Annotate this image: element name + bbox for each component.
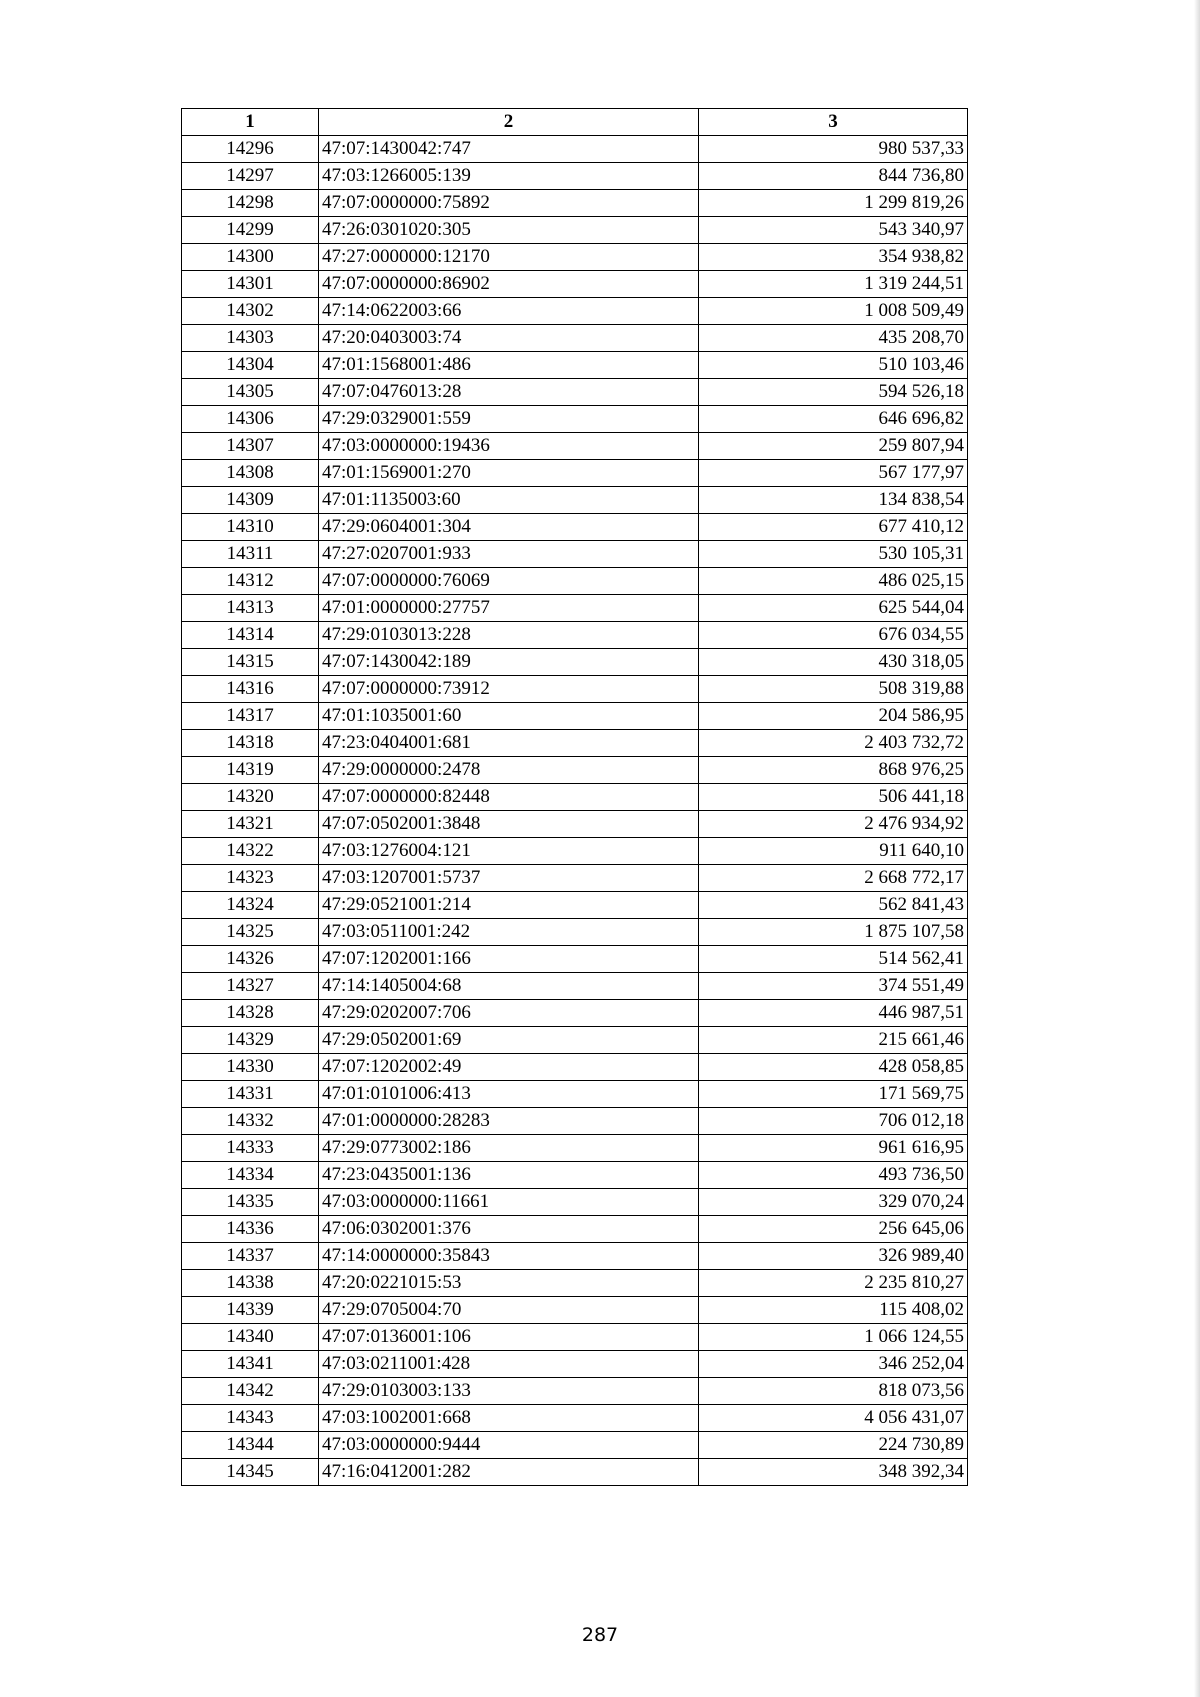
value-cell: 115 408,02 (699, 1297, 968, 1324)
row-number-cell: 14343 (182, 1405, 319, 1432)
value-cell: 224 730,89 (699, 1432, 968, 1459)
cadastral-number-cell: 47:27:0000000:12170 (319, 244, 699, 271)
table-row (182, 1243, 968, 1270)
cadastral-number-cell: 47:23:0404001:681 (319, 730, 699, 757)
row-number-cell: 14313 (182, 595, 319, 622)
table-row (182, 163, 968, 190)
row-number-cell: 14316 (182, 676, 319, 703)
row-number-cell: 14326 (182, 946, 319, 973)
value-cell: 348 392,34 (699, 1459, 968, 1486)
row-number-cell: 14320 (182, 784, 319, 811)
value-cell: 374 551,49 (699, 973, 968, 1000)
cadastral-number-cell: 47:29:0521001:214 (319, 892, 699, 919)
table-row (182, 1189, 968, 1216)
row-number-cell: 14336 (182, 1216, 319, 1243)
value-cell: 346 252,04 (699, 1351, 968, 1378)
value-cell: 1 299 819,26 (699, 190, 968, 217)
row-number-cell: 14334 (182, 1162, 319, 1189)
table-row (182, 757, 968, 784)
cadastral-number-cell: 47:07:1430042:189 (319, 649, 699, 676)
table-row (182, 244, 968, 271)
value-cell: 567 177,97 (699, 460, 968, 487)
row-number-cell: 14337 (182, 1243, 319, 1270)
table-row (182, 946, 968, 973)
cadastral-number-cell: 47:07:0000000:76069 (319, 568, 699, 595)
value-cell: 171 569,75 (699, 1081, 968, 1108)
table-row (182, 811, 968, 838)
value-cell: 508 319,88 (699, 676, 968, 703)
cadastral-number-cell: 47:29:0103013:228 (319, 622, 699, 649)
table-row (182, 1081, 968, 1108)
table-row (182, 217, 968, 244)
value-cell: 2 403 732,72 (699, 730, 968, 757)
table-row (182, 433, 968, 460)
table-row (182, 703, 968, 730)
page-edge-shadow (1194, 0, 1200, 1697)
table-row (182, 487, 968, 514)
table-row (182, 1297, 968, 1324)
cadastral-number-cell: 47:03:1207001:5737 (319, 865, 699, 892)
table-row (182, 1405, 968, 1432)
table-row (182, 325, 968, 352)
row-number-cell: 14312 (182, 568, 319, 595)
row-number-cell: 14345 (182, 1459, 319, 1486)
table-row (182, 1351, 968, 1378)
value-cell: 676 034,55 (699, 622, 968, 649)
table-row (182, 298, 968, 325)
table-row (182, 1216, 968, 1243)
cadastral-number-cell: 47:01:0000000:28283 (319, 1108, 699, 1135)
table-row (182, 1000, 968, 1027)
table-row (182, 514, 968, 541)
row-number-cell: 14344 (182, 1432, 319, 1459)
row-number-cell: 14322 (182, 838, 319, 865)
table-row (182, 1027, 968, 1054)
cadastral-number-cell: 47:03:0000000:9444 (319, 1432, 699, 1459)
cadastral-number-cell: 47:06:0302001:376 (319, 1216, 699, 1243)
cadastral-number-cell: 47:07:0136001:106 (319, 1324, 699, 1351)
row-number-cell: 14321 (182, 811, 319, 838)
value-cell: 980 537,33 (699, 136, 968, 163)
table-row (182, 865, 968, 892)
value-cell: 818 073,56 (699, 1378, 968, 1405)
cadastral-number-cell: 47:29:0103003:133 (319, 1378, 699, 1405)
cadastral-number-cell: 47:07:0000000:75892 (319, 190, 699, 217)
cadastral-number-cell: 47:14:0000000:35843 (319, 1243, 699, 1270)
row-number-cell: 14307 (182, 433, 319, 460)
row-number-cell: 14315 (182, 649, 319, 676)
cadastral-number-cell: 47:07:1202002:49 (319, 1054, 699, 1081)
table-row (182, 1135, 968, 1162)
row-number-cell: 14331 (182, 1081, 319, 1108)
page-number: 287 (581, 1624, 619, 1646)
cadastral-number-cell: 47:07:0000000:82448 (319, 784, 699, 811)
value-cell: 1 319 244,51 (699, 271, 968, 298)
value-cell: 134 838,54 (699, 487, 968, 514)
value-cell: 677 410,12 (699, 514, 968, 541)
column-header-1: 1 (182, 109, 319, 136)
table-row (182, 730, 968, 757)
value-cell: 2 476 934,92 (699, 811, 968, 838)
value-cell: 1 066 124,55 (699, 1324, 968, 1351)
table-row (182, 541, 968, 568)
cadastral-number-cell: 47:07:1430042:747 (319, 136, 699, 163)
value-cell: 435 208,70 (699, 325, 968, 352)
cadastral-number-cell: 47:29:0705004:70 (319, 1297, 699, 1324)
value-cell: 256 645,06 (699, 1216, 968, 1243)
row-number-cell: 14306 (182, 406, 319, 433)
row-number-cell: 14340 (182, 1324, 319, 1351)
row-number-cell: 14300 (182, 244, 319, 271)
value-cell: 493 736,50 (699, 1162, 968, 1189)
cadastral-number-cell: 47:14:1405004:68 (319, 973, 699, 1000)
cadastral-number-cell: 47:03:0211001:428 (319, 1351, 699, 1378)
table-row (182, 136, 968, 163)
value-cell: 2 668 772,17 (699, 865, 968, 892)
cadastral-number-cell: 47:07:0502001:3848 (319, 811, 699, 838)
value-cell: 326 989,40 (699, 1243, 968, 1270)
table-header (182, 109, 968, 136)
table-row (182, 1324, 968, 1351)
table-row (182, 649, 968, 676)
row-number-cell: 14301 (182, 271, 319, 298)
value-cell: 911 640,10 (699, 838, 968, 865)
value-cell: 844 736,80 (699, 163, 968, 190)
cadastral-number-cell: 47:01:0101006:413 (319, 1081, 699, 1108)
cadastral-number-cell: 47:16:0412001:282 (319, 1459, 699, 1486)
table-row (182, 1108, 968, 1135)
header-row (182, 109, 968, 136)
column-header-3: 3 (699, 109, 968, 136)
cadastral-number-cell: 47:03:1266005:139 (319, 163, 699, 190)
table-row (182, 622, 968, 649)
cadastral-number-cell: 47:23:0435001:136 (319, 1162, 699, 1189)
row-number-cell: 14325 (182, 919, 319, 946)
column-header-2: 2 (319, 109, 699, 136)
table-body (182, 136, 968, 1486)
cadastral-number-cell: 47:01:1568001:486 (319, 352, 699, 379)
value-cell: 530 105,31 (699, 541, 968, 568)
value-cell: 430 318,05 (699, 649, 968, 676)
row-number-cell: 14324 (182, 892, 319, 919)
value-cell: 259 807,94 (699, 433, 968, 460)
row-number-cell: 14333 (182, 1135, 319, 1162)
cadastral-number-cell: 47:01:1569001:270 (319, 460, 699, 487)
row-number-cell: 14323 (182, 865, 319, 892)
cadastral-number-cell: 47:14:0622003:66 (319, 298, 699, 325)
table-row (182, 406, 968, 433)
cadastral-number-cell: 47:29:0604001:304 (319, 514, 699, 541)
row-number-cell: 14341 (182, 1351, 319, 1378)
value-cell: 868 976,25 (699, 757, 968, 784)
value-cell: 486 025,15 (699, 568, 968, 595)
row-number-cell: 14317 (182, 703, 319, 730)
table-row (182, 352, 968, 379)
row-number-cell: 14310 (182, 514, 319, 541)
row-number-cell: 14299 (182, 217, 319, 244)
value-cell: 646 696,82 (699, 406, 968, 433)
cadastral-number-cell: 47:20:0221015:53 (319, 1270, 699, 1297)
table-row (182, 919, 968, 946)
cadastral-number-cell: 47:03:1002001:668 (319, 1405, 699, 1432)
cadastral-number-cell: 47:07:1202001:166 (319, 946, 699, 973)
cadastral-number-cell: 47:29:0502001:69 (319, 1027, 699, 1054)
data-table (181, 108, 968, 1486)
value-cell: 215 661,46 (699, 1027, 968, 1054)
row-number-cell: 14303 (182, 325, 319, 352)
cadastral-number-cell: 47:20:0403003:74 (319, 325, 699, 352)
row-number-cell: 14318 (182, 730, 319, 757)
value-cell: 2 235 810,27 (699, 1270, 968, 1297)
table-row (182, 271, 968, 298)
table-row (182, 379, 968, 406)
value-cell: 506 441,18 (699, 784, 968, 811)
cadastral-number-cell: 47:03:0511001:242 (319, 919, 699, 946)
value-cell: 1 875 107,58 (699, 919, 968, 946)
value-cell: 562 841,43 (699, 892, 968, 919)
value-cell: 4 056 431,07 (699, 1405, 968, 1432)
cadastral-number-cell: 47:29:0202007:706 (319, 1000, 699, 1027)
cadastral-number-cell: 47:01:1135003:60 (319, 487, 699, 514)
row-number-cell: 14314 (182, 622, 319, 649)
cadastral-number-cell: 47:27:0207001:933 (319, 541, 699, 568)
value-cell: 706 012,18 (699, 1108, 968, 1135)
cadastral-number-cell: 47:03:1276004:121 (319, 838, 699, 865)
row-number-cell: 14304 (182, 352, 319, 379)
value-cell: 514 562,41 (699, 946, 968, 973)
value-cell: 1 008 509,49 (699, 298, 968, 325)
table-row (182, 676, 968, 703)
row-number-cell: 14339 (182, 1297, 319, 1324)
row-number-cell: 14335 (182, 1189, 319, 1216)
table-row (182, 595, 968, 622)
cadastral-number-cell: 47:29:0773002:186 (319, 1135, 699, 1162)
row-number-cell: 14319 (182, 757, 319, 784)
cadastral-number-cell: 47:07:0000000:73912 (319, 676, 699, 703)
value-cell: 961 616,95 (699, 1135, 968, 1162)
row-number-cell: 14311 (182, 541, 319, 568)
cadastral-number-cell: 47:03:0000000:19436 (319, 433, 699, 460)
row-number-cell: 14327 (182, 973, 319, 1000)
table-row (182, 1378, 968, 1405)
row-number-cell: 14302 (182, 298, 319, 325)
row-number-cell: 14298 (182, 190, 319, 217)
table-row (182, 1054, 968, 1081)
cadastral-number-cell: 47:03:0000000:11661 (319, 1189, 699, 1216)
table-row (182, 784, 968, 811)
row-number-cell: 14332 (182, 1108, 319, 1135)
table-row (182, 190, 968, 217)
cadastral-number-cell: 47:29:0000000:2478 (319, 757, 699, 784)
table-row (182, 1270, 968, 1297)
cadastral-number-cell: 47:01:0000000:27757 (319, 595, 699, 622)
table-row (182, 1432, 968, 1459)
cadastral-number-cell: 47:07:0476013:28 (319, 379, 699, 406)
cadastral-number-cell: 47:07:0000000:86902 (319, 271, 699, 298)
value-cell: 543 340,97 (699, 217, 968, 244)
row-number-cell: 14308 (182, 460, 319, 487)
row-number-cell: 14329 (182, 1027, 319, 1054)
row-number-cell: 14305 (182, 379, 319, 406)
table-row (182, 460, 968, 487)
cadastral-number-cell: 47:01:1035001:60 (319, 703, 699, 730)
value-cell: 428 058,85 (699, 1054, 968, 1081)
row-number-cell: 14328 (182, 1000, 319, 1027)
row-number-cell: 14338 (182, 1270, 319, 1297)
row-number-cell: 14309 (182, 487, 319, 514)
table-row (182, 568, 968, 595)
value-cell: 354 938,82 (699, 244, 968, 271)
table-row (182, 892, 968, 919)
table-row (182, 838, 968, 865)
value-cell: 510 103,46 (699, 352, 968, 379)
value-cell: 446 987,51 (699, 1000, 968, 1027)
row-number-cell: 14342 (182, 1378, 319, 1405)
cadastral-number-cell: 47:29:0329001:559 (319, 406, 699, 433)
value-cell: 625 544,04 (699, 595, 968, 622)
value-cell: 329 070,24 (699, 1189, 968, 1216)
row-number-cell: 14330 (182, 1054, 319, 1081)
row-number-cell: 14297 (182, 163, 319, 190)
value-cell: 594 526,18 (699, 379, 968, 406)
value-cell: 204 586,95 (699, 703, 968, 730)
cadastral-number-cell: 47:26:0301020:305 (319, 217, 699, 244)
row-number-cell: 14296 (182, 136, 319, 163)
table-row (182, 973, 968, 1000)
table-row (182, 1162, 968, 1189)
table-row (182, 1459, 968, 1486)
